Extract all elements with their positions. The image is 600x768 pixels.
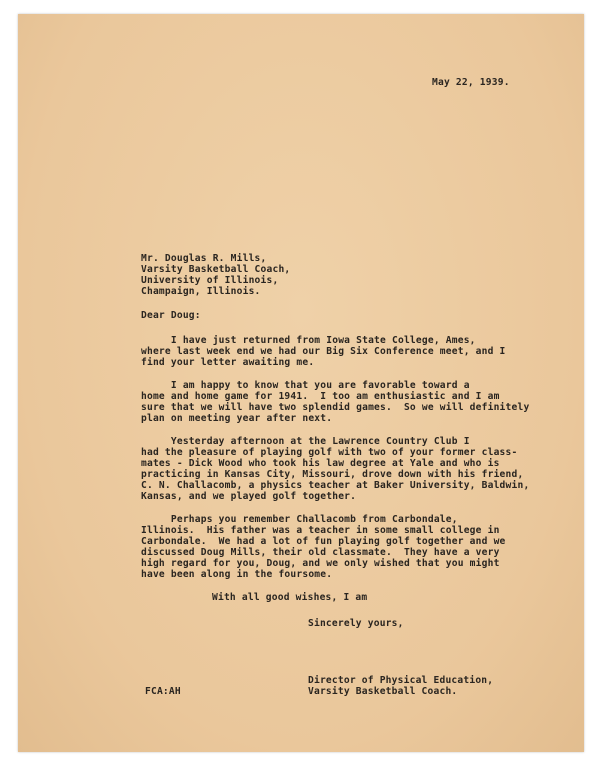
letter-date: May 22, 1939.	[432, 77, 510, 88]
paragraph-3-line: practicing in Kansas City, Missouri, drove down with his friend,	[141, 469, 524, 480]
paragraph-1-line: find your letter awaiting me.	[141, 357, 315, 368]
paragraph-3-line: Yesterday afternoon at the Lawrence Country Club I	[141, 436, 470, 447]
paragraph-4-line: Carbondale. We had a lot of fun playing golf together and we	[141, 536, 506, 547]
paragraph-2-line: home and home game for 1941. I too am enthusiastic and I am	[141, 391, 500, 402]
paragraph-4-line: Illinois. His father was a teacher in some small college in	[141, 525, 500, 536]
paragraph-3-line: Kansas, and we played golf together.	[141, 491, 357, 502]
paragraph-1-line: I have just returned from Iowa State College, Ames,	[141, 335, 476, 346]
paragraph-4-line: high regard for you, Doug, and we only wished that you might	[141, 558, 500, 569]
paragraph-4-line: have been along in the foursome.	[141, 569, 333, 580]
paragraph-3-line: had the pleasure of playing golf with two of your former class-	[141, 447, 518, 458]
paragraph-4-line: discussed Doug Mills, their old classmate. They have a very	[141, 547, 500, 558]
paragraph-2-line: sure that we will have two splendid games. So we will definitely	[141, 402, 530, 413]
paragraph-2-line: I am happy to know that you are favorable toward a	[141, 380, 470, 391]
signature-title-line: Director of Physical Education,	[308, 675, 494, 686]
salutation: Dear Doug:	[141, 310, 201, 321]
recipient-line: Champaign, Illinois.	[141, 286, 261, 297]
closing-line: With all good wishes, I am	[212, 592, 368, 603]
paragraph-3-line: C. N. Challacomb, a physics teacher at Baker University, Baldwin,	[141, 480, 530, 491]
paragraph-4-line: Perhaps you remember Challacomb from Carbondale,	[141, 514, 458, 525]
paragraph-3-line: mates - Dick Wood who took his law degree at Yale and who is	[141, 458, 500, 469]
signature-title-line: Varsity Basketball Coach.	[308, 686, 458, 697]
recipient-line: Mr. Douglas R. Mills,	[141, 253, 267, 264]
letter-page	[18, 14, 584, 752]
paragraph-2-line: plan on meeting year after next.	[141, 413, 333, 424]
recipient-line: University of Illinois,	[141, 275, 279, 286]
paragraph-1-line: where last week end we had our Big Six Conference meet, and I	[141, 346, 506, 357]
typist-initials: FCA:AH	[145, 686, 181, 697]
sign-off: Sincerely yours,	[308, 618, 404, 629]
recipient-line: Varsity Basketball Coach,	[141, 264, 291, 275]
